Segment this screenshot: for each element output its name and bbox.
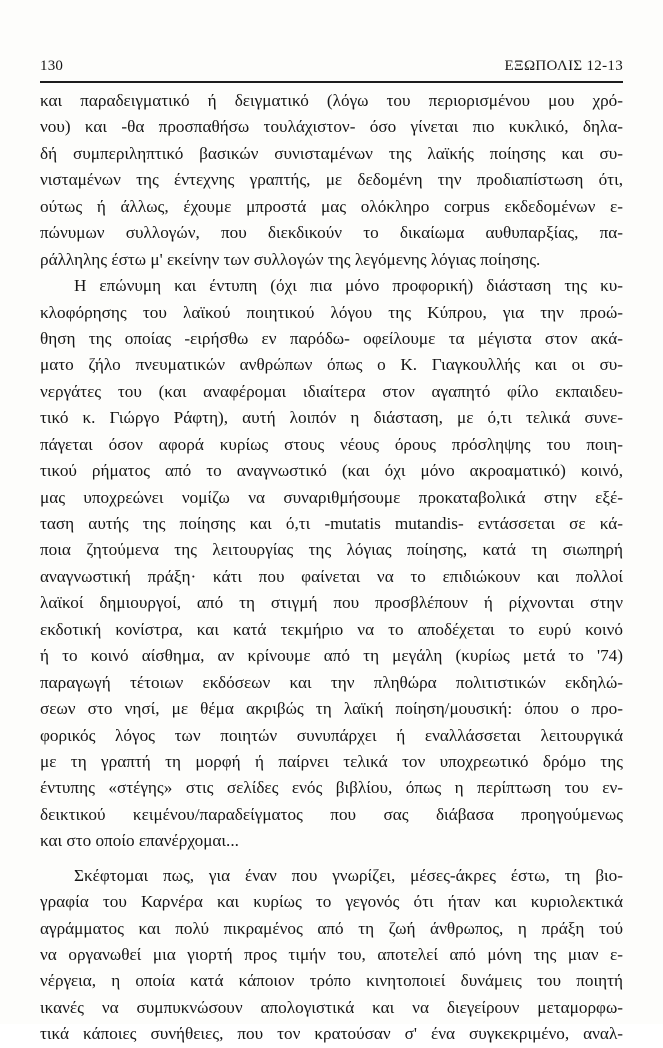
text-line: πάγεται όσον αφορά κυρίως στους νέους όρους πρόσληψης του ποιη-: [40, 434, 623, 454]
text-line: παραγωγή τέτοιων εκδόσεων και την πληθώρα πολιτιστικών εκδηλώ-: [40, 672, 623, 692]
text-line: έντυπης «στέγης» στις σελίδες ενός βιβλίου, όπως η περίπτωση του εν-: [40, 778, 623, 798]
text-line: Η επώνυμη και έντυπη (όχι πια μόνο προφορική) διάσταση της κυ-: [74, 276, 623, 296]
paragraph: [40, 88, 623, 273]
body-text: [40, 88, 623, 1048]
text-line: τικό κ. Γιώργο Ράφτη), αυτή λοιπόν η διάσταση, με ό,τι τελικά συνε-: [40, 408, 623, 428]
text-line: δεικτικού κειμένου/παραδείγματος που σας διάβασα προηγούμενως: [40, 804, 623, 824]
paragraph-gap: [40, 855, 623, 863]
text-line: αγράμματος και πολύ πικραμένος από τη ζωή άνθρωπος, η πράξη τού: [40, 918, 623, 938]
text-line: να οργανωθεί μια γιορτή προς τιμήν του, αποτελεί από μόνη της μιαν ε-: [40, 945, 623, 964]
text-line: και στο οποίο επανέρχομαι...: [40, 831, 239, 851]
text-line: τικού ρήματος από το αναγνωστικό (και όχι μόνο ακροαματικό) κοινό,: [40, 461, 623, 481]
running-title: ΕΞΩΠΟΛΙΣ 12-13: [504, 58, 623, 74]
text-line: Σκέφτομαι πως, για έναν που γνωρίζει, μέσες-άκρες έστω, τη βιο-: [74, 865, 623, 885]
text-line: αναγνωστική πράξη· κάτι που φαίνεται να το επιδιώκουν και πολλοί: [40, 566, 623, 586]
text-line: νεργάτες του (και αναφέρομαι ιδιαίτερα στον αγαπητό φίλο εκπαιδευ-: [40, 381, 623, 401]
text-line: εκδοτική κονίστρα, και κατά τεκμήριο να το αποδέχεται το ευρύ κοινό: [40, 619, 623, 639]
text-line: ματο ζήλο πνευματικών ανθρώπων όπως ο Κ. Γιαγκουλλής και οι συ-: [40, 355, 623, 375]
paragraph: [40, 273, 623, 855]
page-header: [40, 58, 623, 80]
text-line: πώνυμων συλλογών, που διεκδικούν το δικαίωμα αυθυπαρξίας, πα-: [40, 223, 623, 243]
text-line: νισταμένων της έντεχνης γραπτής, με δεδομένη την προδιαπίστωση ότι,: [40, 170, 623, 190]
text-line: ταση αυτής της ποίησης και ό,τι -mutatis mutandis- εντάσσεται σε κά-: [40, 514, 623, 533]
text-line: τικά κάποιες συνήθειες, που τον κρατούσαν σ' ένα συγκεκριμένο, αναλ-: [40, 1024, 623, 1044]
text-line: με τη γραπτή τη μορφή ή παίρνει τελικά τον υποχρεωτικό δρόμο της: [40, 751, 623, 771]
text-line: ούτως ή άλλως, έχουμε μπροστά μας ολόκληρο corpus εκδεδομένων ε-: [40, 196, 623, 216]
text-line: κλοφόρησης του λαϊκού ποιητικού λόγου της Κύπρου, για την προώ-: [40, 302, 623, 322]
text-line: ποια ζητούμενα της λειτουργίας της λόγιας ποίησης, κατά τη σιωπηρή: [40, 540, 623, 560]
text-line: ή το κοινό αίσθημα, αν κρίνουμε από τη μεγάλη (κυρίως μετά το '74): [40, 646, 623, 666]
header-rule: [40, 81, 623, 83]
page-number: 130: [40, 58, 64, 74]
paragraph: [40, 863, 623, 1048]
text-line: γραφία του Καρνέρα και κυρίως το γεγονός ότι ήταν και κυριολεκτικά: [40, 892, 623, 912]
text-line: ικανές να συμπυκνώσουν απολογιστικά και να διεγείρουν μεταμορφω-: [40, 997, 623, 1017]
text-line: φορικός λόγος των ποιητών συνυπάρχει ή εναλλάσσεται λειτουργικά: [40, 725, 623, 745]
text-line: νου) και -θα προσπαθήσω τουλάχιστον- όσο γίνεται πιο κυκλικό, δηλα-: [40, 117, 623, 137]
text-line: θηση της οποίας -ειρήσθω εν παρόδω- οφείλουμε τα μέγιστα στον ακά-: [40, 328, 623, 348]
text-line: σεων στο νησί, με θέμα ακριβώς τη λαϊκή ποίηση/μουσική: όπου ο προ-: [40, 699, 623, 719]
text-line: και παραδειγματικό ή δειγματικό (λόγω του περιορισμένου μου χρό-: [40, 91, 623, 110]
text-line: δή συμπεριληπτικό βασικών συνισταμένων της λαϊκής ποίησης και συ-: [40, 143, 623, 163]
text-line: ράλληλης έστω μ' εκείνην των συλλογών της λεγόμενης λόγιας ποίησης.: [40, 249, 541, 269]
text-line: μας υποχρεώνει νομίζω να συναριθμήσουμε προκαταβολικά στην εξέ-: [40, 487, 623, 507]
text-line: λαϊκοί δημιουργοί, από τη στιγμή που προσβλέπουν ή ρίχνονται στην: [40, 593, 623, 613]
text-line: νέργεια, η οποία κατά κάποιον τρόπο κινητοποιεί δυνάμεις του ποιητή: [40, 971, 623, 991]
